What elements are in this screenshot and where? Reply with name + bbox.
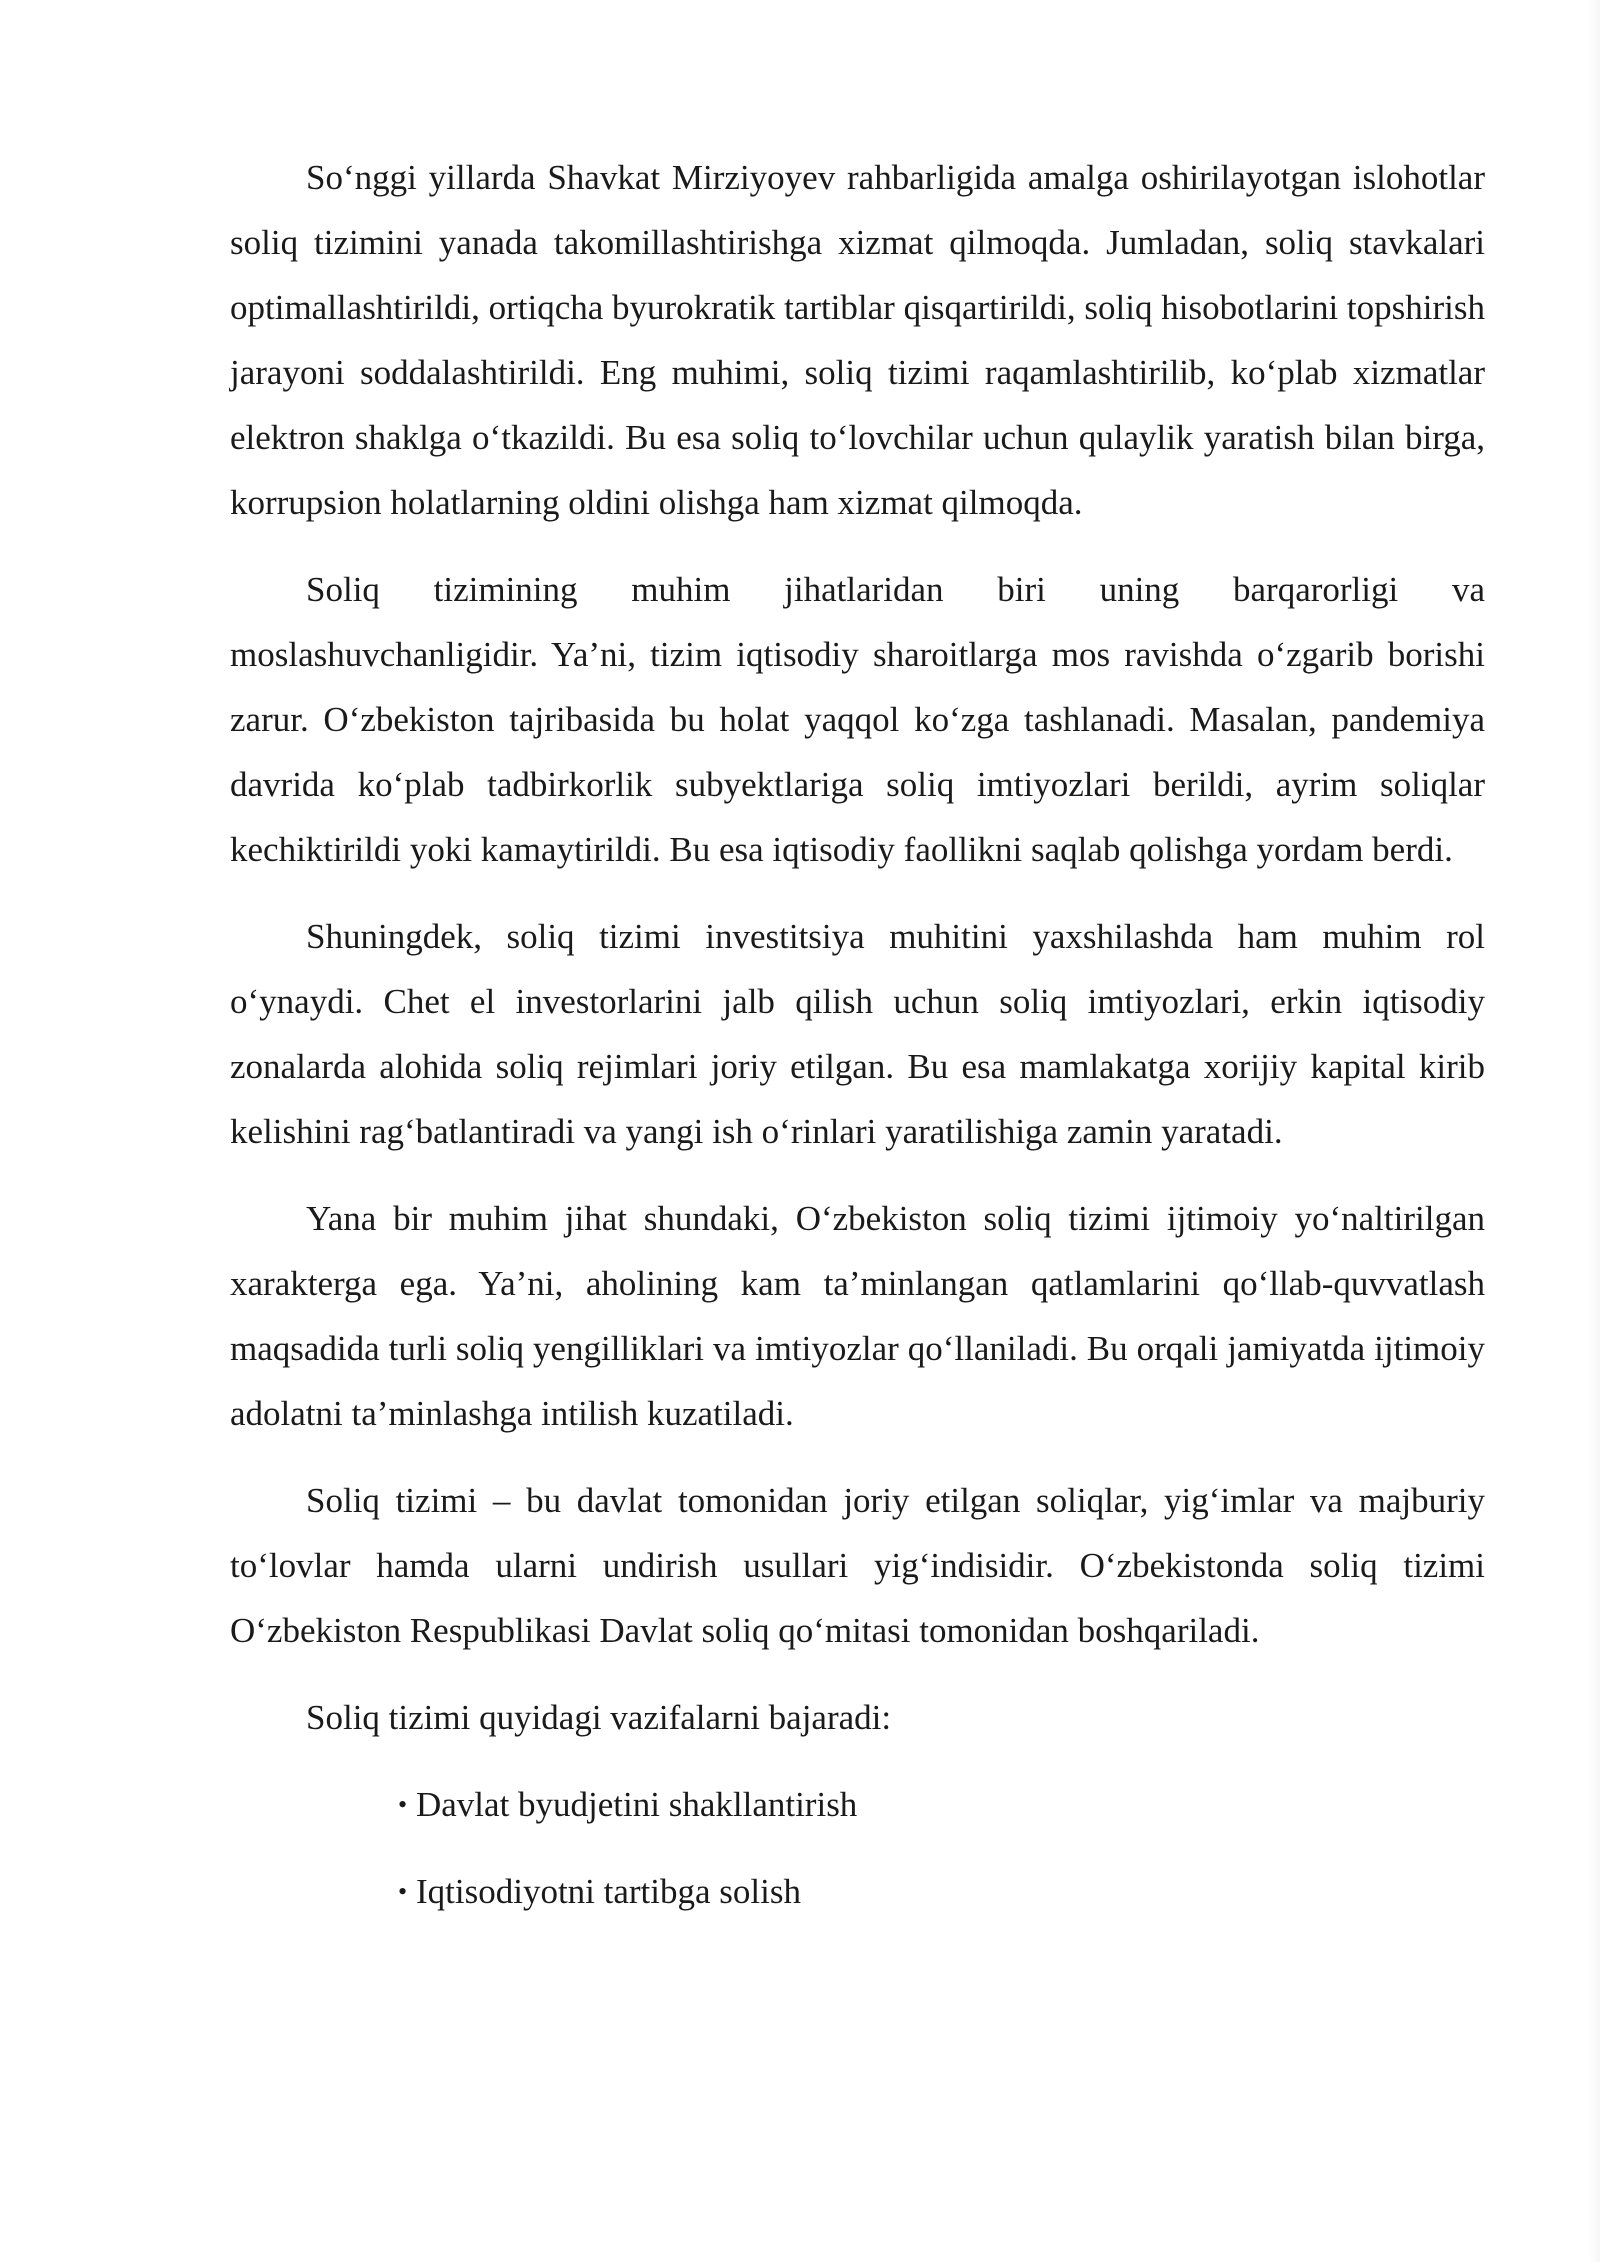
list-item	[398, 1772, 1485, 1837]
list-item	[398, 1859, 1485, 1924]
paragraph-reforms: So‘nggi yillarda Shavkat Mirziyoyev rahbarligida amalga oshirilayotgan islohotlar soliq tizimini yanada takomillashtirishga xizmat qilmoqda. Jumladan, soliq stavkalari optimallashtirildi, ortiqcha byurokratik tartiblar qisqartirildi, soliq hisobotlarini topshirish jarayoni soddalashtirildi. Eng muhimi, soliq tizimi raqamlashtirilib, ko‘plab xizmatlar elektron shaklga o‘tkazildi. Bu esa soliq to‘lovchilar uchun qulaylik yaratish bilan birga, korrupsion holatlarning oldini olishga ham xizmat qilmoqda.	[230, 158, 1485, 522]
list-item-text: Davlat byudjetini shakllantirish	[416, 1785, 858, 1824]
paragraph-investment: Shuningdek, soliq tizimi investitsiya muhitini yaxshilashda ham muhim rol o‘ynaydi. Chet el investorlarini jalb qilish uchun soliq imtiyozlari, erkin iqtisodiy zonalarda alohida soliq rejimlari joriy etilgan. Bu esa mamlakatga xorijiy kapital kirib kelishini rag‘batlantiradi va yangi ish o‘rinlari yaratilishiga zamin yaratadi.	[230, 917, 1485, 1151]
paragraph-definition: Soliq tizimi – bu davlat tomonidan joriy etilgan soliqlar, yig‘imlar va majburiy to‘lovlar hamda ularni undirish usullari yig‘indisidir. O‘zbekistonda soliq tizimi O‘zbekiston Respublikasi Davlat soliq qo‘mitasi tomonidan boshqariladi.	[230, 1481, 1485, 1650]
document-body	[230, 145, 1485, 1946]
functions-list	[230, 1772, 1485, 1924]
paragraph-social: Yana bir muhim jihat shundaki, O‘zbekiston soliq tizimi ijtimoiy yo‘naltirilgan xarakterga ega. Ya’ni, aholining kam ta’minlangan qatlamlarini qo‘llab-quvvatlash maqsadida turli soliq yengilliklari va imtiyozlar qo‘llaniladi. Bu orqali jamiyatda ijtimoiy adolatni ta’minlashga intilish kuzatiladi.	[230, 1199, 1485, 1433]
paragraph-list-intro: Soliq tizimi quyidagi vazifalarni bajaradi:	[306, 1698, 892, 1737]
list-item-text: Iqtisodiyotni tartibga solish	[416, 1872, 801, 1911]
bullet-icon: •	[398, 1877, 408, 1906]
bullet-icon: •	[398, 1790, 408, 1819]
paragraph-stability: Soliq tizimining muhim jihatlaridan biri uning barqarorligi va moslashuvchanligidir. Ya’ni, tizim iqtisodiy sharoitlarga mos ravishda o‘zgarib borishi zarur. O‘zbekiston tajribasida bu holat yaqqol ko‘zga tashlanadi. Masalan, pandemiya davrida ko‘plab tadbirkorlik subyektlariga soliq imtiyozlari berildi, ayrim soliqlar kechiktirildi yoki kamaytirildi. Bu esa iqtisodiy faollikni saqlab qolishga yordam berdi.	[230, 570, 1485, 869]
page-edge-shadow	[1588, 0, 1600, 2262]
